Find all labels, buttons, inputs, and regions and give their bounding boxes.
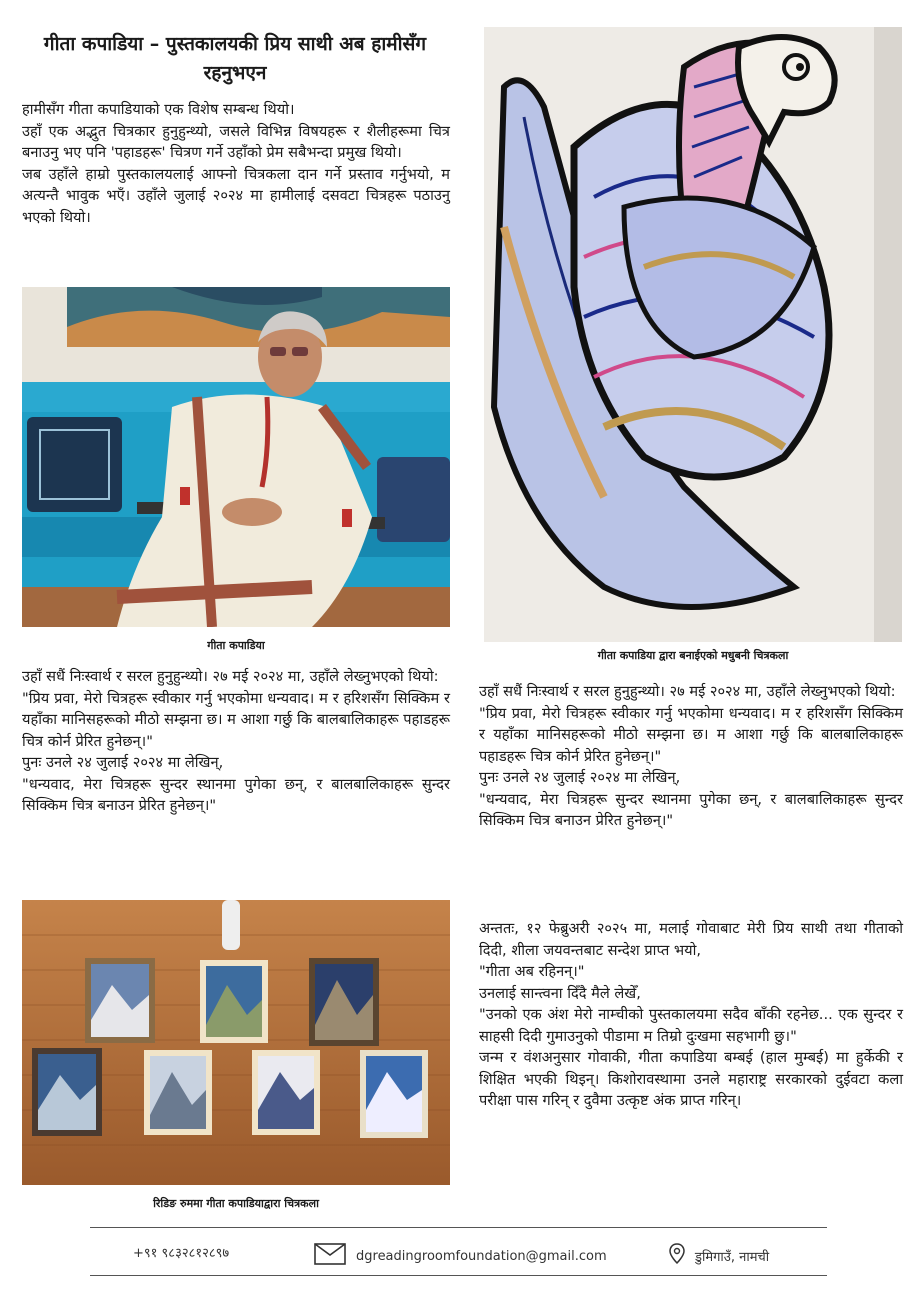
intro-line-3: जब उहाँले हाम्रो पुस्तकालयलाई आफ्नो चित्रकला दान गर्ने प्रस्ताव गर्नुभयो, म अत्यन्तै भावुक भएँ। उहाँले जुलाई २०२४ मा हामीलाई दसवटा चित्रहरू पठाउनु भएको थियो। — [22, 165, 450, 226]
envelope-icon — [314, 1243, 346, 1269]
madhubani-caption: गीता कपाडिया द्वारा बनाईएको मधुबनी चित्रकला — [597, 649, 789, 662]
footer-email[interactable] — [314, 1243, 607, 1269]
intro-text — [22, 99, 450, 228]
ending-line-4: "उनको एक अंश मेरो नाम्चीको पुस्तकालयमा सदैव बाँकी रहनेछ... एक सुन्दर र साहसी दिदी गुमाउनुको पीडामा म तिम्रो दुःखमा सहभागी छु।" — [479, 1006, 903, 1045]
footer-phone — [133, 1243, 229, 1261]
gallery-caption: रिडिङ रुममा गीता कपाडियाद्वारा चित्रकला — [153, 1197, 319, 1210]
letters-right — [479, 681, 903, 832]
letters-left — [22, 666, 450, 817]
letter-quote-2: "धन्यवाद, मेरा चित्रहरू सुन्दर स्थानमा पुगेका छन्, र बालबालिकाहरू सुन्दर सिक्किम चित्र बनाउन प्रेरित हुनेछन्।" — [22, 775, 450, 814]
gallery-photo — [22, 900, 450, 1185]
portrait-photo — [22, 287, 450, 627]
letter-intro-2: पुनः उनले २४ जुलाई २०२४ मा लेखिन्, — [22, 754, 224, 771]
letter-quote-1: "प्रिय प्रवा, मेरो चित्रहरू स्वीकार गर्नु भएकोमा धन्यवाद। म र हरिशसँग सिक्किम र यहाँका मानिसहरूको मीठो सम्झना छ। म आशा गर्छु कि बालबालिकाहरू पहाडहरू चित्र कोर्न प्रेरित हुनेछन्।" — [479, 704, 903, 765]
phone-number: +९१ ९८३२८१२८९७ — [133, 1246, 230, 1261]
ending-line-3: उनलाई सान्त्वना दिँदै मैले लेखेँ, — [479, 984, 641, 1002]
letter-intro-2: पुनः उनले २४ जुलाई २०२४ मा लेखिन्, — [479, 769, 681, 786]
email-address[interactable]: dgreadingroomfoundation@gmail.com — [356, 1248, 607, 1264]
ending-line-5: जन्म र वंशअनुसार गोवाकी, गीता कपाडिया बम्बई (हाल मुम्बई) मा हुर्केकी र शिक्षित भएकी थिइन्। किशोरावस्थामा उनले महाराष्ट्र सरकारको दुईवटा कला परीक्षा पास गरिन् र दुवैमा उत्कृष्ट अंक प्राप्त गरिन्। — [479, 1049, 903, 1109]
madhubani-painting — [484, 27, 902, 642]
ending-line-2: "गीता अब रहिनन्।" — [479, 963, 585, 980]
letter-quote-1: "प्रिय प्रवा, मेरो चित्रहरू स्वीकार गर्नु भएकोमा धन्यवाद। म र हरिशसँग सिक्किम र यहाँका मानिसहरूको मीठो सम्झना छ। म आशा गर्छु कि बालबालिकाहरू पहाडहरू चित्र कोर्न प्रेरित हुनेछन्।" — [22, 689, 450, 750]
location-text: डुमिगाउँ, नामची — [695, 1250, 770, 1265]
footer-bottom-rule — [90, 1275, 827, 1276]
ending-line-1: अन्ततः, १२ फेब्रुअरी २०२५ मा, मलाई गोवाबाट मेरी प्रिय साथी तथा गीताको दिदी, शीला जयवन्तबाट सन्देश प्राप्त भयो, — [479, 920, 903, 959]
letter-quote-2: "धन्यवाद, मेरा चित्रहरू सुन्दर स्थानमा पुगेका छन्, र बालबालिकाहरू सुन्दर सिक्किम चित्र बनाउन प्रेरित हुनेछन्।" — [479, 790, 903, 829]
portrait-caption: गीता कपाडिया — [207, 639, 265, 652]
page-title: गीता कपाडिया – पुस्तकालयकी प्रिय साथी अब हामीसँग रहनुभएन — [43, 33, 427, 84]
footer-location — [669, 1243, 769, 1269]
intro-line-2: उहाँ एक अद्भुत चित्रकार हुनुहुन्थ्यो, जसले विभिन्न विषयहरू र शैलीहरूमा चित्र बनाउनु भए पनि 'पहाडहरू' चित्रण गर्ने उहाँको प्रेम सबैभन्दा प्रमुख थियो। — [22, 122, 450, 161]
footer-top-rule — [90, 1227, 827, 1228]
intro-line-1: हामीसँग गीता कपाडियाको एक विशेष सम्बन्ध थियो। — [22, 101, 295, 118]
letter-intro: उहाँ सधैं निःस्वार्थ र सरल हुनुहुन्थ्यो। २७ मई २०२४ मा, उहाँले लेख्नुभएको थियो: — [22, 668, 439, 685]
location-pin-icon — [669, 1243, 685, 1269]
letter-intro: उहाँ सधैं निःस्वार्थ र सरल हुनुहुन्थ्यो। २७ मई २०२४ मा, उहाँले लेख्नुभएको थियो: — [479, 683, 896, 700]
ending-text — [479, 918, 903, 1112]
